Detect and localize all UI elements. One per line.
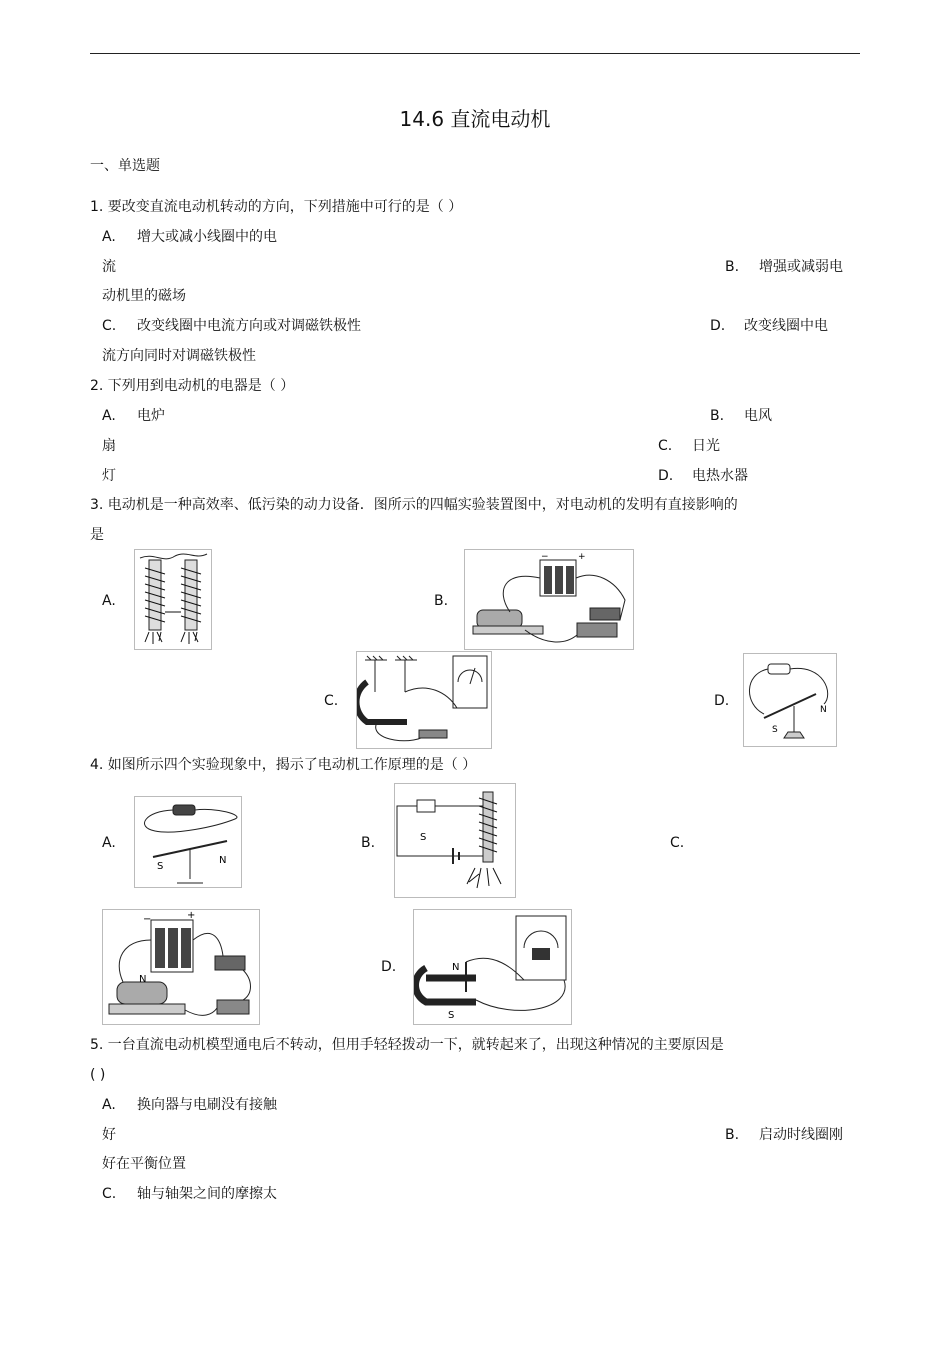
svg-text:−: − xyxy=(541,552,549,562)
q1-option-d-label: D. xyxy=(710,318,726,334)
q4-figure-b-electromagnet xyxy=(394,783,516,898)
svg-text:N: N xyxy=(820,705,827,715)
q5-option-c-label: C. xyxy=(102,1186,117,1202)
page-title: 14.6 直流电动机 xyxy=(399,107,551,131)
q2-option-b-label: B. xyxy=(710,408,725,424)
q5-option-a-label: A. xyxy=(102,1097,116,1113)
q5-option-b-text-cont: 好在平衡位置 xyxy=(102,1156,186,1172)
q3-option-d-label: D. xyxy=(714,693,730,709)
q1-option-a-text-cont: 流 xyxy=(102,259,116,275)
q2-option-c-text: 日光 xyxy=(692,438,720,454)
q3-figure-c-galvanometer xyxy=(356,651,492,749)
q1-option-d-text-cont: 流方向同时对调磁铁极性 xyxy=(102,348,256,364)
q5-option-c-text: 轴与轴架之间的摩擦太 xyxy=(137,1186,277,1202)
svg-text:S: S xyxy=(157,861,164,872)
q1-stem: 1. 要改变直流电动机转动的方向，下列措施中可行的是（ ） xyxy=(90,199,463,215)
q3-figure-b-motor-circuit xyxy=(464,549,634,650)
q5-option-a-text-cont: 好 xyxy=(102,1127,116,1143)
q2-stem: 2. 下列用到电动机的电器是（ ） xyxy=(90,378,295,394)
q4-stem: 4. 如图所示四个实验现象中，揭示了电动机工作原理的是（ ） xyxy=(90,757,477,773)
q4-option-c-label: C. xyxy=(670,835,685,851)
svg-text:S: S xyxy=(420,832,427,843)
q2-option-b-text-cont: 扇 xyxy=(102,438,116,454)
svg-text:S: S xyxy=(772,725,778,735)
section-heading: 一、单选题 xyxy=(90,158,160,174)
q4-option-d-label: D. xyxy=(381,959,397,975)
q2-option-c-label: C. xyxy=(658,438,673,454)
q3-stem-cont: 是 xyxy=(90,527,104,543)
q3-figure-d-oersted xyxy=(743,653,837,747)
svg-text:−: − xyxy=(143,914,152,925)
q2-option-c-text-cont: 灯 xyxy=(102,468,116,484)
header-rule xyxy=(90,53,860,54)
q4-figure-c-motor-circuit xyxy=(102,909,260,1025)
q4-option-a-label: A. xyxy=(102,835,116,851)
svg-text:S: S xyxy=(448,1010,455,1021)
q5-option-b-label: B. xyxy=(725,1127,740,1143)
q2-option-a-label: A. xyxy=(102,408,116,424)
q3-figure-a-electromagnets xyxy=(134,549,212,650)
svg-text:N: N xyxy=(219,855,227,866)
q2-option-b-text: 电风 xyxy=(744,408,772,424)
q5-option-b-text: 启动时线圈刚 xyxy=(759,1127,843,1143)
q3-stem: 3. 电动机是一种高效率、低污染的动力设备．图所示的四幅实验装置图中，对电动机的发明有直接影响的 xyxy=(90,497,738,513)
svg-text:N: N xyxy=(452,962,460,973)
q4-figure-a-oersted xyxy=(134,796,242,888)
q4-figure-d-galvanometer xyxy=(413,909,572,1025)
q5-option-a-text: 换向器与电刷没有接触 xyxy=(137,1097,277,1113)
q2-option-a-text: 电炉 xyxy=(137,408,165,424)
q5-stem-cont: ( ) xyxy=(90,1067,106,1083)
svg-text:N: N xyxy=(139,974,147,985)
q1-option-b-label: B. xyxy=(725,259,740,275)
q1-option-b-text: 增强或减弱电 xyxy=(759,259,843,275)
q3-option-a-label: A. xyxy=(102,593,116,609)
q1-option-a-label: A. xyxy=(102,229,116,245)
q1-option-c-text: 改变线圈中电流方向或对调磁铁极性 xyxy=(137,318,361,334)
q1-option-c-label: C. xyxy=(102,318,117,334)
q3-option-c-label: C. xyxy=(324,693,339,709)
svg-text:+: + xyxy=(578,552,586,562)
svg-text:+: + xyxy=(187,910,196,921)
q1-option-b-text-cont: 动机里的磁场 xyxy=(102,288,186,304)
q2-option-d-text: 电热水器 xyxy=(692,468,748,484)
q1-option-a-text: 增大或减小线圈中的电 xyxy=(137,229,277,245)
q1-option-d-text: 改变线圈中电 xyxy=(744,318,828,334)
q2-option-d-label: D. xyxy=(658,468,674,484)
q3-option-b-label: B. xyxy=(434,593,449,609)
q5-stem: 5. 一台直流电动机模型通电后不转动，但用手轻轻拨动一下，就转起来了，出现这种情况的主要原因是 xyxy=(90,1037,724,1053)
q4-option-b-label: B. xyxy=(361,835,376,851)
